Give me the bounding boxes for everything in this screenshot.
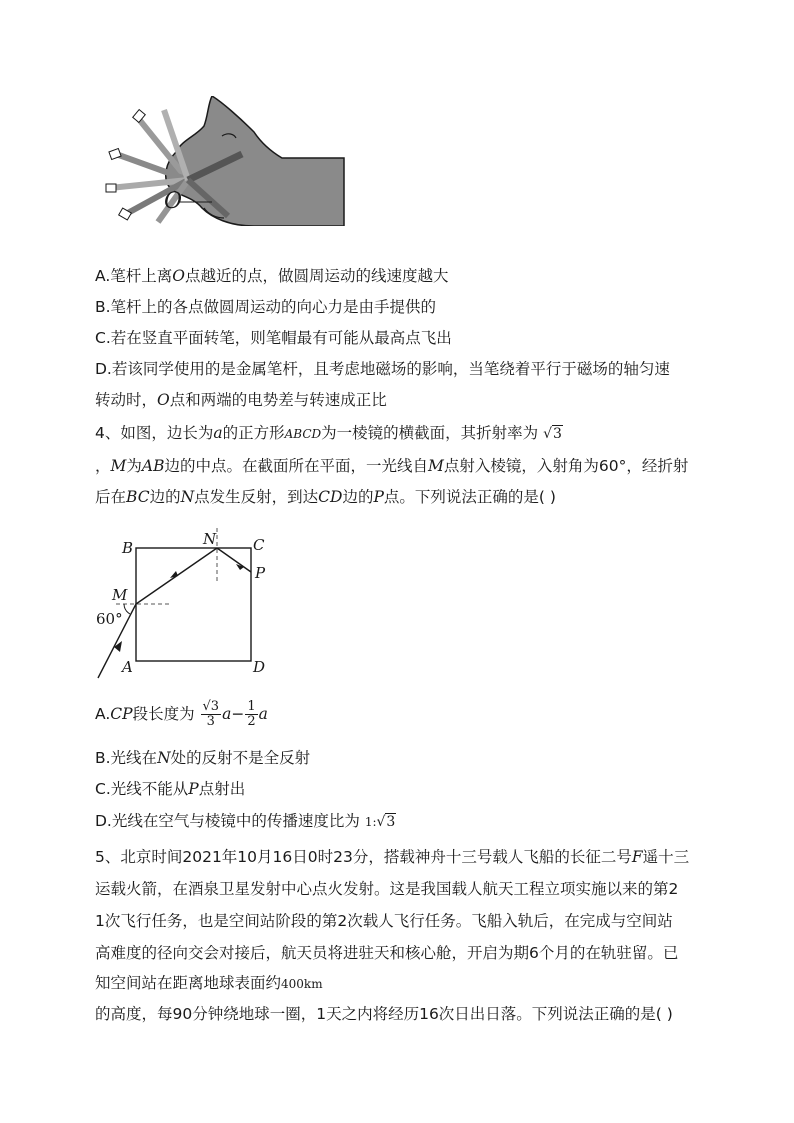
q3-option-d-line1: D.若该同学使用的是金属笔杆，且考虑地磁场的影响，当笔绕着平行于磁场的轴匀速 — [95, 360, 670, 378]
vertex-label-a: A — [122, 658, 133, 676]
q5-stem-line2: 运载火箭，在酒泉卫星发射中心点火发射。这是我国载人航天工程立项实施以来的第2 — [95, 880, 679, 898]
axis-label-o: O — [164, 189, 183, 214]
q5-stem-line3: 1次飞行任务，也是空间站阶段的第2次载人飞行任务。飞船入轨后，在完成与空间站 — [95, 912, 673, 930]
q4-stem-line1: 4、如图，边长为a的正方形ABCD为一棱镜的横截面，其折射率为 √3 — [95, 424, 562, 442]
angle-label: 60° — [96, 610, 123, 628]
q5-stem-line6: 的高度，每90分钟绕地球一圈，1天之内将经历16次日出日落。下列说法正确的是( ) — [95, 1005, 673, 1023]
angle-arc — [124, 604, 130, 614]
q4-option-c: C.光线不能从P点射出 — [95, 780, 246, 798]
q5-stem-line4: 高难度的径向交会对接后，航天员将进驻天和核心舱，开启为期6个月的在轨驻留。已 — [95, 944, 679, 962]
fraction-sqrt3-over-3: $\frac{√3}{3}$ — [202, 699, 220, 729]
point-label-n: N — [203, 530, 217, 548]
q4-option-d: D.光线在空气与棱镜中的传播速度比为 1:√3 — [95, 812, 396, 830]
vertex-label-c: C — [253, 536, 265, 554]
hand-pen-figure — [104, 96, 348, 226]
hand-shape — [166, 96, 344, 226]
vertex-label-d: D — [253, 658, 266, 676]
prism-diagram — [90, 528, 280, 688]
point-label-m: M — [112, 586, 128, 604]
q3-option-d-line2: 转动时，O点和两端的电势差与转速成正比 — [95, 391, 387, 409]
q4-stem-line2: ，M为AB边的中点。在截面所在平面，一光线自M点射入棱镜，入射角为60°，经折射 — [95, 457, 689, 475]
sqrt-three: √3 — [543, 426, 562, 442]
point-label-p: P — [255, 564, 266, 582]
q3-option-c: C.若在竖直平面转笔，则笔帽最有可能从最高点飞出 — [95, 329, 452, 347]
reflected-ray — [217, 548, 251, 572]
q4-option-a: A.CP段长度为 $\frac{√3}{3}$ a− $\frac{1}{2}$ a — [95, 699, 268, 729]
q3-option-a: A.笔杆上离O点越近的点，做圆周运动的线速度越大 — [95, 267, 449, 285]
vertex-label-b: B — [122, 539, 134, 557]
q3-option-b: B.笔杆上的各点做圆周运动的向心力是由手提供的 — [95, 298, 437, 316]
q5-stem-line5: 知空间站在距离地球表面约400km — [95, 974, 323, 992]
q5-stem-line1: 5、北京时间2021年10月16日0时23分，搭载神舟十三号载人飞船的长征二号F遥十三 — [95, 848, 690, 866]
q4-stem-line3: 后在BC边的N点发生反射，到达CD边的P点。下列说法正确的是( ) — [95, 488, 556, 506]
fraction-one-half: $\frac{1}{2}$ — [247, 699, 256, 729]
q4-option-b: B.光线在N处的反射不是全反射 — [95, 749, 311, 767]
